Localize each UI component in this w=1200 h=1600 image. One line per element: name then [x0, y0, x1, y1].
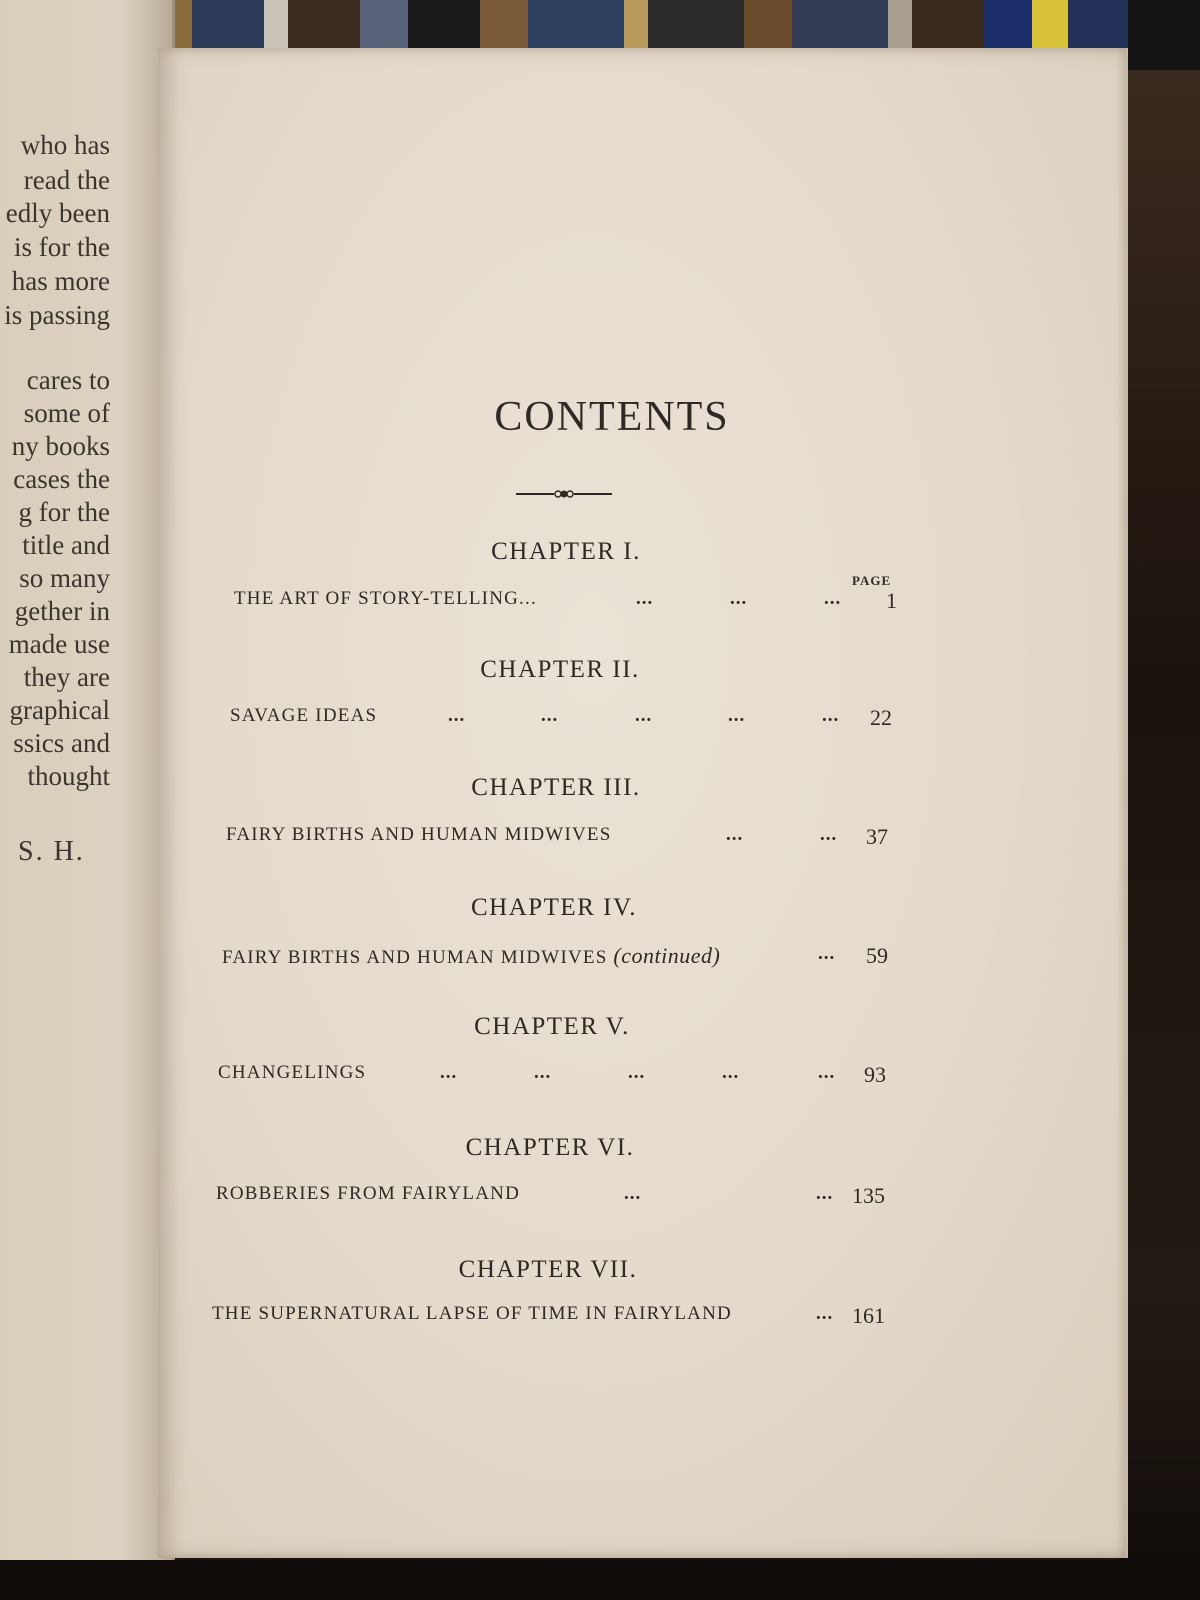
chapter-page-number: 135	[852, 1183, 885, 1208]
leader-dots: ...	[822, 705, 840, 726]
left-page-line: edly been	[5, 198, 110, 228]
leader-dots: ...	[534, 1062, 552, 1083]
chapter-title-text: FAIRY BIRTHS AND HUMAN MIDWIVES	[222, 947, 608, 968]
left-page-line: read the	[23, 165, 110, 195]
leader-dots: ...	[541, 705, 559, 726]
left-page-line: title and	[22, 530, 110, 560]
left-page-line: graphical	[9, 695, 110, 725]
chapter-title	[222, 943, 720, 969]
chapter-title: THE SUPERNATURAL LAPSE OF TIME IN FAIRYLAND	[212, 1303, 732, 1324]
chapter-heading: CHAPTER IV.	[470, 894, 638, 921]
chapter-page-number: 22	[870, 705, 892, 730]
chapter-title: THE ART OF STORY-TELLING...	[234, 588, 537, 609]
left-page-line: gether in	[14, 596, 110, 626]
chapter-title: FAIRY BIRTHS AND HUMAN MIDWIVES	[226, 824, 612, 845]
chapter-heading: CHAPTER VII.	[458, 1256, 638, 1283]
leader-dots: ...	[728, 705, 746, 726]
leader-dots: ...	[818, 943, 836, 964]
left-page-line: cases the	[13, 464, 110, 494]
chapter-page-number: 37	[866, 824, 888, 849]
left-page-line: they are	[23, 662, 110, 692]
left-page-line: ssics and	[13, 728, 110, 758]
contents-page	[158, 48, 1128, 1558]
chapter-title: CHANGELINGS	[218, 1062, 367, 1083]
chapter-title-suffix: (continued)	[613, 943, 721, 968]
left-page-line: g for the	[18, 497, 110, 527]
leader-dots: ...	[818, 1062, 836, 1083]
chapter-heading: CHAPTER V.	[474, 1013, 630, 1040]
page-column-label: PAGE	[852, 573, 892, 588]
left-page-line: so many	[19, 563, 110, 593]
chapter-page-number: 59	[866, 943, 888, 968]
left-page-line: is passing	[4, 300, 110, 330]
chapter-heading: CHAPTER VI.	[465, 1134, 635, 1161]
chapter-page-number: 1	[886, 588, 897, 613]
title-ornament	[516, 488, 612, 500]
chapter-page-number: 93	[864, 1062, 886, 1087]
page-title: CONTENTS	[494, 394, 730, 440]
left-page-line: ny books	[11, 431, 110, 461]
leader-dots: ...	[824, 588, 842, 609]
chapter-heading: CHAPTER III.	[471, 774, 641, 801]
left-page-line: has more	[11, 266, 110, 296]
leader-dots: ...	[820, 824, 838, 845]
background-dark-right	[1120, 70, 1200, 1600]
leader-dots: ...	[440, 1062, 458, 1083]
left-page-line: cares to	[26, 365, 110, 395]
leader-dots: ...	[635, 705, 653, 726]
left-page-signature: S. H.	[18, 836, 85, 867]
left-page-line: made use	[8, 629, 110, 659]
chapter-page-number: 161	[852, 1303, 885, 1328]
background-dark-bottom	[0, 1560, 1200, 1600]
left-page-line: who has	[20, 130, 110, 160]
leader-dots: ...	[624, 1183, 642, 1204]
leader-dots: ...	[730, 588, 748, 609]
leader-dots: ...	[448, 705, 466, 726]
left-page-line: thought	[27, 761, 110, 791]
leader-dots: ...	[722, 1062, 740, 1083]
leader-dots: ...	[726, 824, 744, 845]
chapter-title: ROBBERIES FROM FAIRYLAND	[216, 1183, 520, 1204]
chapter-title: SAVAGE IDEAS	[230, 705, 378, 726]
chapter-heading: CHAPTER I.	[491, 538, 641, 565]
chapter-heading: CHAPTER II.	[480, 656, 640, 683]
leader-dots: ...	[628, 1062, 646, 1083]
left-page-line: is for the	[14, 232, 110, 262]
leader-dots: ...	[636, 588, 654, 609]
leader-dots: ...	[816, 1303, 834, 1324]
left-page-line: some of	[23, 398, 110, 428]
leader-dots: ...	[816, 1183, 834, 1204]
left-page	[0, 0, 175, 1560]
